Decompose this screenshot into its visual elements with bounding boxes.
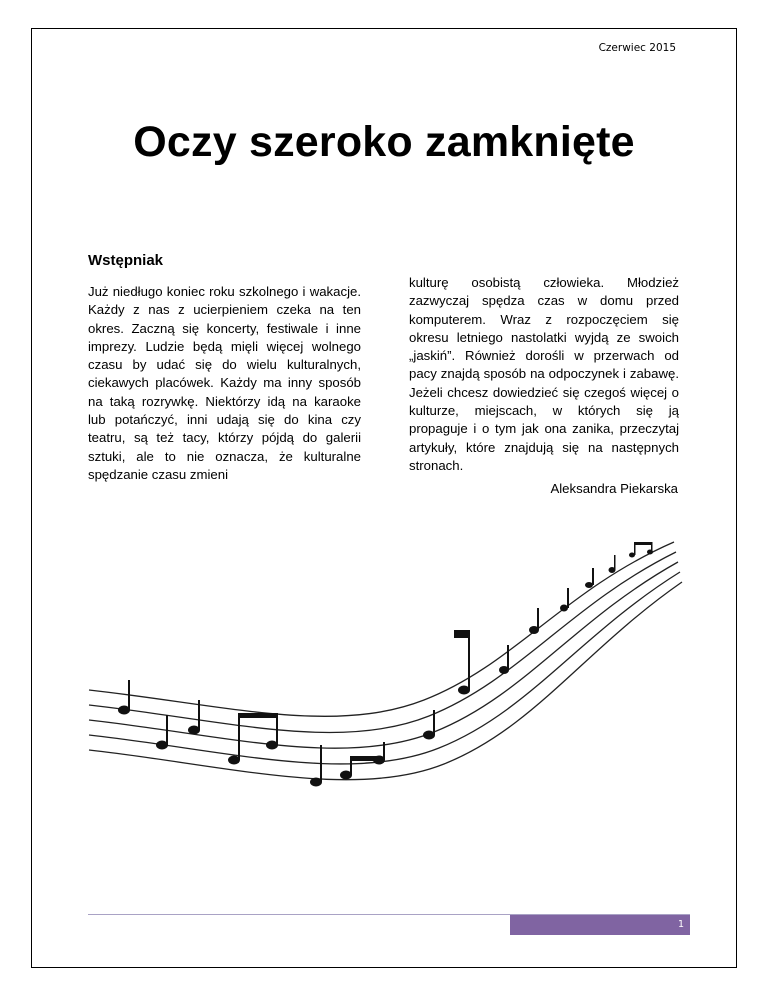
page-number-badge [510,915,690,935]
article-column-left: Już niedługo koniec roku szkolnego i wakacje. Każdy z nas z ucierpieniem czeka na ten okres. Zaczną się koncerty, festiwale i inne imprezy. Ludzie będą mięli więcej wolnego czasu by udać się do wielu kulturalnych, ciekawych placówek. Każdy ma inny sposób na taką rozrywkę. Niektórzy idą na karaoke lub potańczyć, inni udają się do kina czy teatru, są też tacy, którzy pójdą do galerii sztuki, ale to nie oznacza, że kulturalne spędzanie czasu zmieni [88,284,361,482]
page-title: Oczy szeroko zamknięte [133,118,635,166]
article-column-right: kulturę osobistą człowieka. Młodzież zazwyczaj spędza czas w domu przed komputerem. Wraz z rozpoczęciem się okresu letniego nastolatki wyjdą ze swoich „jaskiń”. Również dorośli w przerwach od pacy znajdą sposób na odpoczynek i zabawę. Jeżeli chcesz dowiedzieć się czegoś więcej o kulturze, miejscach, w których się ją propaguje i o tym jak ona zanika, przeczytaj artykuły, które znajdują się na następnych stronach. [409,275,679,473]
article-heading: Wstępniak [88,252,164,269]
page-number: 1 [677,919,684,930]
article-author: Aleksandra Piekarska [550,481,678,496]
issue-date: Czerwiec 2015 [598,42,676,54]
music-staff-illustration [84,530,684,830]
